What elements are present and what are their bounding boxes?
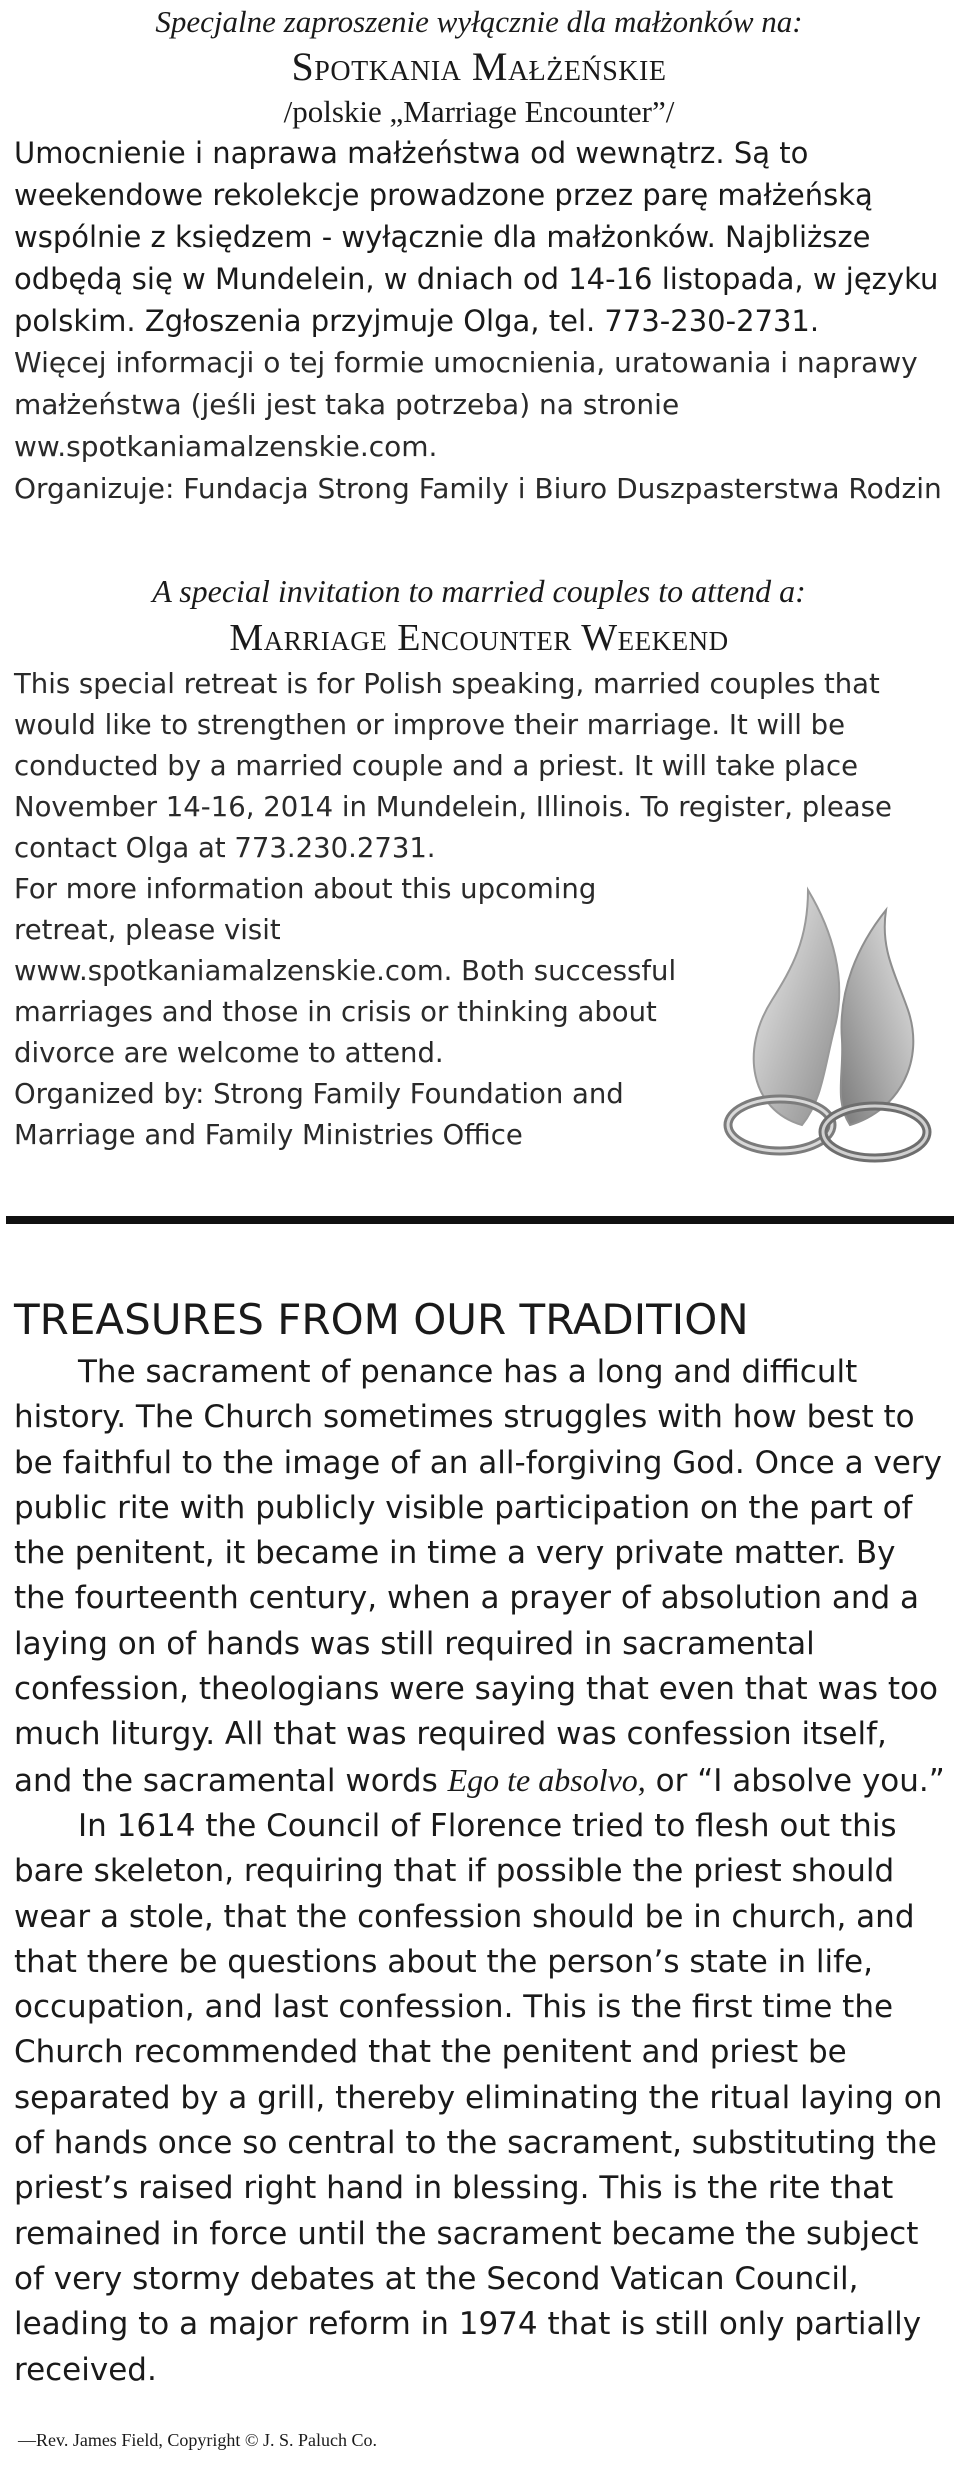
polish-more-info: Więcej informacji o tej formie umocnienia, uratowania i naprawy małżeństwa (jeśli jest taka potrzeba) na stronie ww.spotkaniamalzenskie.com. xyxy=(14,346,918,463)
english-more-info: For more information about this upcoming retreat, please visit www.spotkaniamalzenskie.com. Both successful marriages and those in crisis or thinking about divorce are welcome to attend. xyxy=(14,873,677,1069)
paragraph-1-text: The sacrament of penance has a long and difficult history. The Church sometimes struggles with how best to be faithful to the image of an all-forgiving God. Once a very public rite with publicly visible participation on the part of the penitent, it became in time a very private matter. By the fourteenth century, when a prayer of absolution and a laying on of hands was still required in sacramental confession, theologians were saying that even that was too much liturgy. All that was required was confession itself, and the sacramental words xyxy=(14,1354,942,1799)
polish-subtitle: /polskie „Marriage Encounter”/ xyxy=(283,94,675,129)
polish-organizer: Organizuje: Fundacja Strong Family i Biuro Duszpasterstwa Rodzin xyxy=(14,472,942,505)
polish-announcement xyxy=(14,2,944,510)
article-paragraph-2: In 1614 the Council of Florence tried to flesh out this bare skeleton, requiring that if possible the priest should wear a stole, that the confession should be in church, and that there be questions about the person’s state in life, occupation, and last confession. This is the first time the Church recommended that the penitent and priest be separated by a grill, thereby eliminating the ritual laying on of hands once so central to the sacrament, substituting the priest’s raised right hand in blessing. This is the rite that remained in force until the sacrament became the subject of very stormy debates at the Second Vatican Council, leading to a major reform in 1974 that is still only partially received. xyxy=(14,1807,943,2388)
article-heading: TREASURES FROM OUR TRADITION xyxy=(14,1295,749,1344)
latin-phrase: Ego te absolvo, xyxy=(447,1761,646,1798)
english-title: Marriage Encounter Weekend xyxy=(229,617,729,659)
article-paragraph-1 xyxy=(14,1350,952,1804)
polish-invitation: Specjalne zaproszenie wyłącznie dla małżonków na: xyxy=(155,4,803,39)
english-invitation: A special invitation to married couples to attend a: xyxy=(152,573,806,609)
article-credit: —Rev. James Field, Copyright © J. S. Paluch Co. xyxy=(18,2430,378,2450)
polish-title: Spotkania Małżeńskie xyxy=(291,44,667,89)
section-divider xyxy=(6,1216,954,1224)
flame-and-rings-icon xyxy=(710,870,945,1170)
english-body: This special retreat is for Polish speaking, married couples that would like to strengthen or improve their marriage. It will be conducted by a married couple and a priest. It will take place November 14-16, 2014 in Mundelein, Illinois. To register, please contact Olga at 773.230.2731. xyxy=(14,668,892,864)
english-organizer: Organized by: Strong Family Foundation and Marriage and Family Ministries Office xyxy=(14,1078,624,1151)
treasures-article xyxy=(14,1292,952,2450)
paragraph-1-ending: or “I absolve you.” xyxy=(655,1762,945,1799)
polish-body: Umocnienie i naprawa małżeństwa od wewnątrz. Są to weekendowe rekolekcje prowadzone przez parę małżeńską wspólnie z księdzem - wyłącznie dla małżonków. Najbliższe odbędą się w Mundelein, w dniach od 14-16 listopada, w języku polskim. Zgłoszenia przyjmuje Olga, tel. 773-230-2731. xyxy=(14,136,939,338)
